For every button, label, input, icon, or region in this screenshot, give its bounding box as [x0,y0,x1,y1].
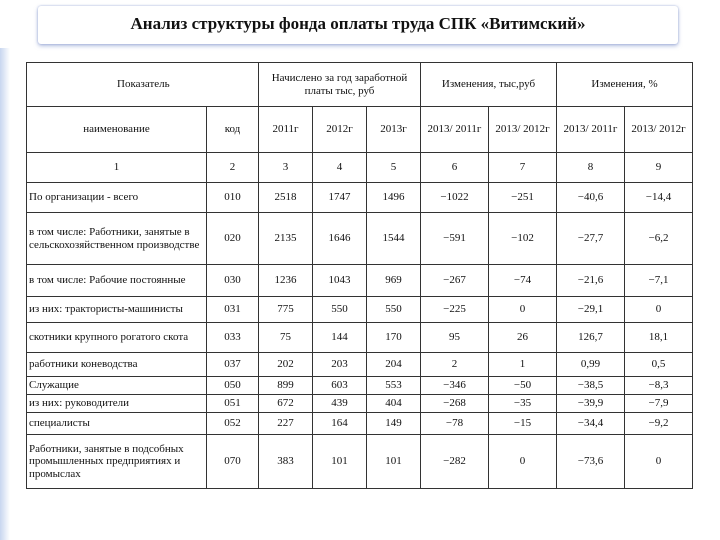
row-value: 227 [259,413,313,435]
row-code: 033 [207,323,259,353]
row-value: 164 [313,413,367,435]
row-value: −282 [421,435,489,489]
column-number: 1 [27,153,207,183]
table-row [27,213,693,265]
table-row [27,265,693,297]
row-value: 2518 [259,183,313,213]
row-value: 0 [489,435,557,489]
row-code: 037 [207,353,259,377]
row-value: 101 [313,435,367,489]
row-value: −251 [489,183,557,213]
year-header: 2011г [259,107,313,153]
row-value: 170 [367,323,421,353]
row-name: работники коневодства [27,353,207,377]
row-value: −14,4 [625,183,693,213]
row-value: −225 [421,297,489,323]
row-value: −21,6 [557,265,625,297]
row-value: 439 [313,395,367,413]
row-value: 0,99 [557,353,625,377]
row-value: −591 [421,213,489,265]
row-code: 031 [207,297,259,323]
row-value: −7,9 [625,395,693,413]
row-value: 202 [259,353,313,377]
row-value: −7,1 [625,265,693,297]
row-value: 899 [259,377,313,395]
row-code: 052 [207,413,259,435]
row-value: 1236 [259,265,313,297]
row-value: 144 [313,323,367,353]
row-name: из них: руководители [27,395,207,413]
wage-fund-table [26,62,693,489]
row-code: 050 [207,377,259,395]
row-value: −267 [421,265,489,297]
row-value: 550 [313,297,367,323]
row-code: 051 [207,395,259,413]
row-value: 969 [367,265,421,297]
row-value: 149 [367,413,421,435]
year-header: 2012г [313,107,367,153]
row-name: в том числе: Работники, занятые в сельскохозяйственном производстве [27,213,207,265]
table-row [27,435,693,489]
row-value: 775 [259,297,313,323]
column-number: 2 [207,153,259,183]
row-value: −38,5 [557,377,625,395]
row-value: −35 [489,395,557,413]
decorative-left-bar [0,48,10,540]
row-value: −50 [489,377,557,395]
column-number: 5 [367,153,421,183]
row-value: −73,6 [557,435,625,489]
column-number: 6 [421,153,489,183]
table-row [27,377,693,395]
row-value: 0,5 [625,353,693,377]
name-header: наименование [27,107,207,153]
table-row [27,353,693,377]
column-number: 4 [313,153,367,183]
row-value: 1043 [313,265,367,297]
row-value: −78 [421,413,489,435]
row-code: 070 [207,435,259,489]
row-value: 383 [259,435,313,489]
row-value: −268 [421,395,489,413]
row-value: 203 [313,353,367,377]
comparison-header: 2013/ 2011г [557,107,625,153]
row-value: 1747 [313,183,367,213]
row-name: специалисты [27,413,207,435]
row-name: из них: трактористы-машинисты [27,297,207,323]
year-header: 2013г [367,107,421,153]
change-pct-header: Изменения, % [557,63,693,107]
column-number: 7 [489,153,557,183]
row-value: −1022 [421,183,489,213]
row-code: 030 [207,265,259,297]
row-value: 2135 [259,213,313,265]
row-value: −102 [489,213,557,265]
row-value: −8,3 [625,377,693,395]
row-value: −29,1 [557,297,625,323]
row-value: −40,6 [557,183,625,213]
row-value: 553 [367,377,421,395]
row-value: 0 [625,435,693,489]
table-row [27,323,693,353]
comparison-header: 2013/ 2011г [421,107,489,153]
row-value: 95 [421,323,489,353]
code-header: код [207,107,259,153]
row-value: 204 [367,353,421,377]
column-number: 3 [259,153,313,183]
table-row [27,413,693,435]
row-value: −74 [489,265,557,297]
title-box [38,6,678,44]
row-value: 0 [625,297,693,323]
table-row [27,183,693,213]
row-value: 26 [489,323,557,353]
row-value: −39,9 [557,395,625,413]
row-name: Работники, занятые в подсобных промышленных предприятиях и промыслах [27,435,207,489]
row-value: 1 [489,353,557,377]
row-value: −346 [421,377,489,395]
row-name: Служащие [27,377,207,395]
row-value: 1544 [367,213,421,265]
row-value: −27,7 [557,213,625,265]
comparison-header: 2013/ 2012г [625,107,693,153]
row-value: 75 [259,323,313,353]
indicator-header: Показатель [27,63,259,107]
column-number: 8 [557,153,625,183]
row-value: −6,2 [625,213,693,265]
row-value: −9,2 [625,413,693,435]
accrued-header: Начислено за год заработной платы тыс, руб [259,63,421,107]
row-name: скотники крупного рогатого скота [27,323,207,353]
row-value: 550 [367,297,421,323]
row-value: 603 [313,377,367,395]
row-value: 404 [367,395,421,413]
column-number: 9 [625,153,693,183]
row-value: 672 [259,395,313,413]
table-row [27,395,693,413]
comparison-header: 2013/ 2012г [489,107,557,153]
table-row [27,297,693,323]
row-code: 020 [207,213,259,265]
row-value: 1646 [313,213,367,265]
row-value: 126,7 [557,323,625,353]
row-value: −34,4 [557,413,625,435]
row-value: 1496 [367,183,421,213]
row-code: 010 [207,183,259,213]
row-name: в том числе: Рабочие постоянные [27,265,207,297]
row-name: По организации - всего [27,183,207,213]
page-title: Анализ структуры фонда оплаты труда СПК «Витимский» [130,14,586,33]
row-value: 2 [421,353,489,377]
change-abs-header: Изменения, тыс,руб [421,63,557,107]
row-value: 0 [489,297,557,323]
row-value: 101 [367,435,421,489]
row-value: 18,1 [625,323,693,353]
row-value: −15 [489,413,557,435]
